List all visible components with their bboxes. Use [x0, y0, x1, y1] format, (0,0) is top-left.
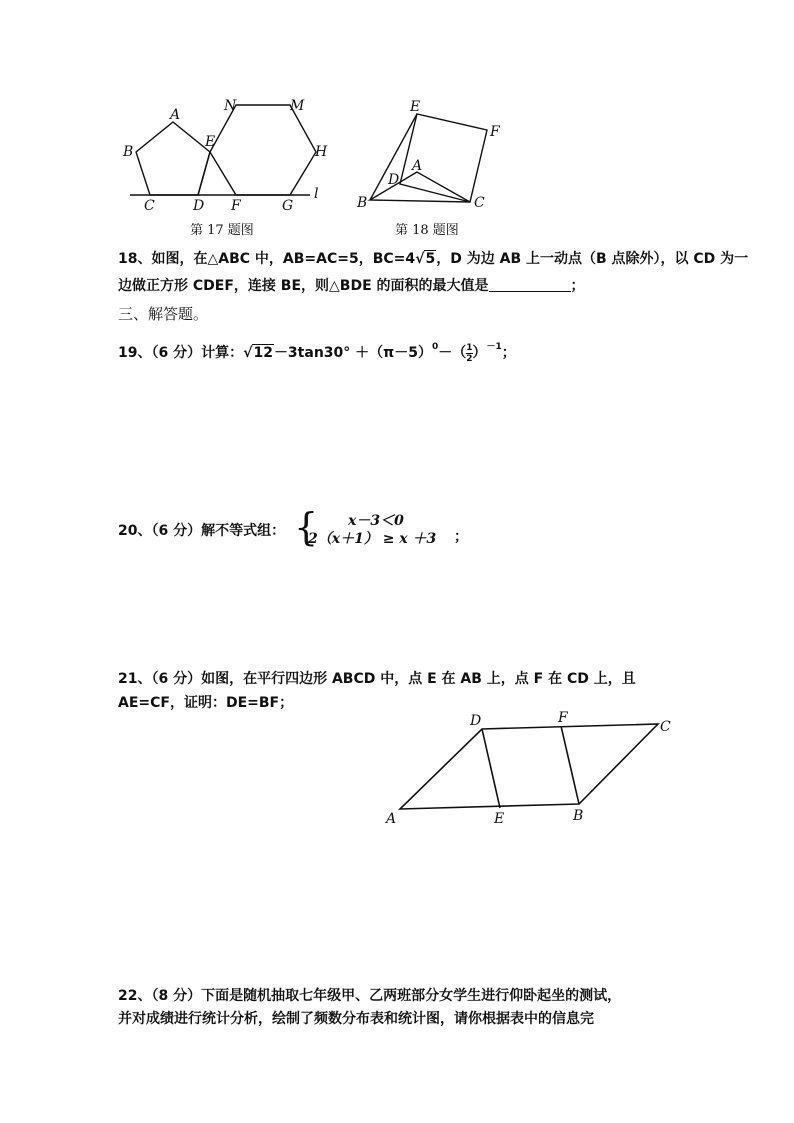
fraction-denominator: 2	[466, 353, 473, 364]
sqrt-symbol: √	[243, 345, 253, 361]
question-18-line-2	[118, 275, 585, 295]
question-18-end: ；	[570, 278, 585, 294]
label-d: D	[388, 172, 400, 188]
figure-17	[110, 92, 340, 222]
label-d: D	[193, 198, 205, 214]
exponent-zero: 0	[431, 342, 439, 352]
question-19-minus: －（	[438, 345, 467, 361]
label-d: D	[470, 713, 482, 729]
question-20-end: ；	[454, 529, 468, 545]
label-a: A	[412, 158, 423, 174]
figure-18	[350, 92, 520, 217]
question-19-end: ；	[501, 345, 516, 361]
segment-de	[482, 729, 500, 808]
question-19-close: ）	[472, 345, 487, 361]
sqrt-argument: 12	[253, 345, 273, 361]
inequality-2: 2（x＋1） ≥ x ＋3	[308, 531, 437, 547]
label-c: C	[660, 719, 671, 735]
question-20-prefix: 20、（6 分）解不等式组：	[118, 523, 286, 539]
question-19-middle: －3tan30° ＋（π－5）	[273, 345, 432, 361]
label-c: C	[474, 195, 485, 211]
question-18-line-1	[118, 248, 748, 268]
label-b: B	[123, 144, 134, 160]
question-18-text-2: 边做正方形 CDEF，连接 BE，则△BDE 的面积的最大值是	[118, 278, 489, 294]
label-e: E	[410, 99, 421, 115]
label-a: A	[386, 811, 397, 827]
parallelogram-abcd	[400, 724, 658, 809]
question-19-prefix: 19、（6 分）计算：	[118, 345, 244, 361]
label-e: E	[494, 811, 505, 827]
label-l: l	[314, 186, 319, 202]
question-18-text: 18、如图，在△ABC 中，AB=AC=5，BC=4	[118, 251, 416, 267]
label-m: M	[290, 98, 305, 114]
label-n: N	[224, 98, 237, 114]
segment-fb	[561, 726, 579, 804]
answer-blank[interactable]	[489, 277, 571, 292]
label-f: F	[558, 710, 568, 726]
figure-17-caption: 第 17 题图	[190, 223, 254, 238]
question-22-line-1: 22、（8 分）下面是随机抽取七年级甲、乙两班部分女学生进行仰卧起坐的测试，	[118, 988, 622, 1004]
figure-18-caption: 第 18 题图	[395, 223, 459, 238]
sqrt-argument: 5	[425, 251, 436, 267]
label-c: C	[144, 198, 155, 214]
label-e: E	[205, 134, 216, 150]
segment-ed	[198, 152, 210, 195]
brace-symbol: {	[294, 505, 319, 549]
label-a: A	[170, 107, 181, 123]
question-18-text-cont: ，D 为边 AB 上一动点（B 点除外），以 CD 为一	[436, 251, 749, 267]
pentagon-abcde	[136, 122, 210, 195]
question-21-line-1: 21、（6 分）如图，在平行四边形 ABCD 中，点 E 在 AB 上，点 F 在 CD 上，且	[118, 671, 636, 687]
question-21-line-2: AE=CF，证明：DE=BF；	[118, 695, 294, 711]
fraction-numerator: 1	[466, 342, 473, 353]
inequality-1: x－3＜0	[348, 513, 404, 529]
label-b: B	[357, 195, 368, 211]
exponent-negative-one: －1	[486, 342, 502, 352]
hexagon-efghmn	[210, 105, 316, 195]
label-f: F	[490, 124, 500, 140]
label-g: G	[282, 198, 294, 214]
label-b: B	[573, 808, 584, 824]
section-heading: 三、解答题。	[118, 305, 209, 323]
label-h: H	[315, 144, 328, 160]
figure-21-parallelogram	[380, 705, 690, 830]
question-22-line-2: 并对成绩进行统计分析，绘制了频数分布表和统计图，请你根据表中的信息完	[118, 1011, 594, 1027]
label-f: F	[231, 198, 241, 214]
question-19	[118, 342, 516, 364]
sqrt-symbol: √	[415, 251, 425, 267]
